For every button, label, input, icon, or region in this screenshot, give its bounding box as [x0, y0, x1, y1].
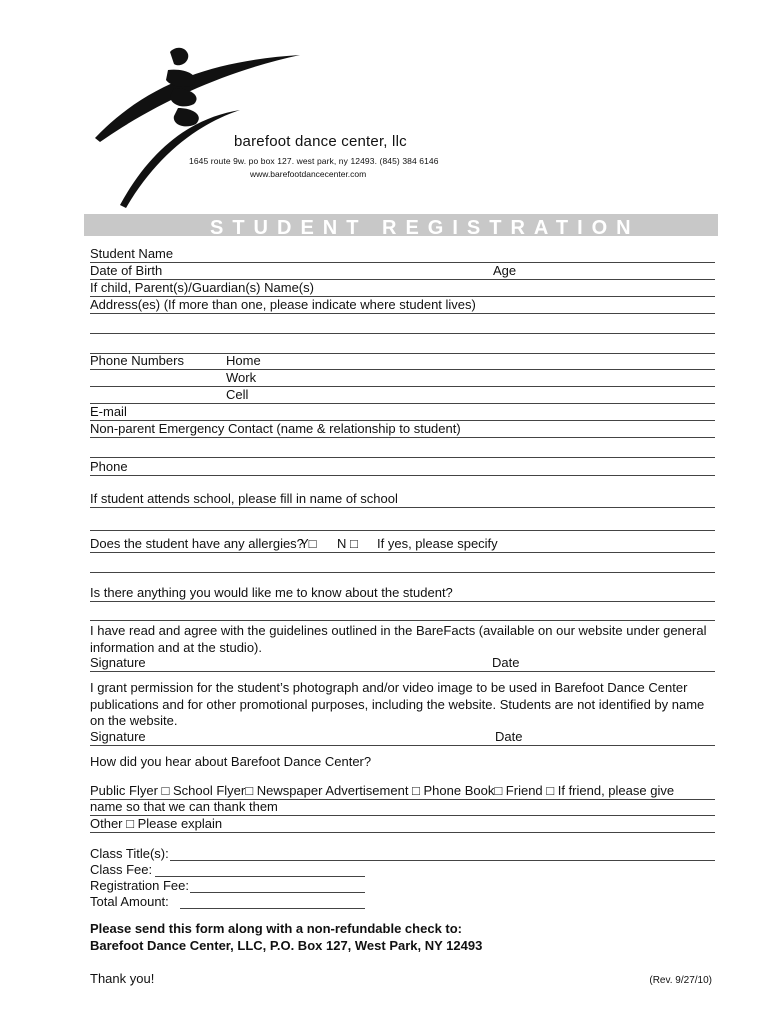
registration-fee-label: Registration Fee: [90, 878, 189, 893]
work-label: Work [226, 370, 257, 385]
agreement-date-label: Date [492, 655, 520, 670]
home-label: Home [226, 353, 261, 368]
permission-text-2: publications and for other promotional purposes, including the website. Students are not identified by name [90, 697, 705, 712]
permission-signature-field[interactable]: Signature [90, 728, 715, 746]
phone-field[interactable]: Phone [90, 458, 715, 476]
agreement-text-1: I have read and agree with the guidelines outlined in the BareFacts (available on our website under general [90, 623, 707, 638]
student-name-field[interactable]: Student Name [90, 245, 715, 263]
class-fee-field[interactable] [155, 861, 365, 877]
phone-home-field[interactable]: Phone Numbers [90, 352, 715, 370]
emergency-contact-line-2[interactable] [90, 440, 715, 458]
total-amount-label: Total Amount: [90, 894, 169, 909]
age-label: Age [493, 263, 517, 278]
allergies-field[interactable]: Does the student have any allergies? [90, 535, 715, 553]
brand-name: barefoot dance center, llc [234, 133, 407, 150]
dancer-logo-icon [90, 40, 450, 210]
permission-text-3: on the website. [90, 713, 178, 728]
cell-label: Cell [226, 387, 249, 402]
referral-other-field[interactable]: Other □ Please explain [90, 815, 715, 833]
permission-date-label: Date [495, 729, 523, 744]
school-field[interactable]: If student attends school, please fill in name of school [90, 490, 715, 508]
revision-date: (Rev. 9/27/10) [649, 975, 712, 986]
allergy-specify-label: If yes, please specify [377, 536, 498, 551]
mailing-address: Barefoot Dance Center, LLC, P.O. Box 127, West Park, NY 12493 [90, 938, 483, 953]
dob-field[interactable]: Date of Birth [90, 262, 715, 280]
phone-cell-field[interactable] [90, 386, 715, 404]
emergency-contact-field[interactable]: Non-parent Emergency Contact (name & relationship to student) [90, 420, 715, 438]
allergies-line-2[interactable] [90, 555, 715, 573]
registration-fee-field[interactable] [190, 877, 365, 893]
address-line-2[interactable] [90, 316, 715, 334]
referral-options[interactable]: Public Flyer □ School Flyer□ Newspaper Advertisement □ Phone Book□ Friend □ If friend, please give [90, 782, 715, 800]
referral-friend-name-field[interactable]: name so that we can thank them [90, 798, 715, 816]
email-field[interactable]: E-mail [90, 403, 715, 421]
thank-you: Thank you! [90, 971, 155, 986]
agreement-text-2: information and at the studio). [90, 640, 262, 655]
address-field[interactable]: Address(es) (If more than one, please indicate where student lives) [90, 296, 715, 314]
referral-question: How did you hear about Barefoot Dance Center? [90, 754, 372, 769]
total-amount-field[interactable] [180, 893, 365, 909]
allergy-no-checkbox[interactable]: N □ [337, 536, 358, 551]
send-instructions: Please send this form along with a non-refundable check to: [90, 921, 463, 936]
allergy-yes-checkbox[interactable]: Y□ [300, 536, 317, 551]
class-fee-label: Class Fee: [90, 862, 153, 877]
class-titles-label: Class Title(s): [90, 846, 169, 861]
school-line-2[interactable] [90, 513, 715, 531]
phone-work-field[interactable] [90, 369, 715, 387]
page-title: STUDENT REGISTRATION [210, 217, 640, 239]
studio-website: www.barefootdancecenter.com [250, 169, 367, 179]
studio-address: 1645 route 9w. po box 127. west park, ny 12493. (845) 384 6146 [189, 156, 439, 166]
permission-text-1: I grant permission for the student’s photograph and/or video image to be used in Barefoot Dance Center [90, 680, 688, 695]
class-titles-field[interactable] [170, 845, 715, 861]
guardian-field[interactable]: If child, Parent(s)/Guardian(s) Name(s) [90, 279, 715, 297]
student-notes-field[interactable]: Is there anything you would like me to know about the student? [90, 584, 715, 602]
agreement-signature-field[interactable]: Signature [90, 654, 715, 672]
student-notes-line-2[interactable] [90, 603, 715, 621]
